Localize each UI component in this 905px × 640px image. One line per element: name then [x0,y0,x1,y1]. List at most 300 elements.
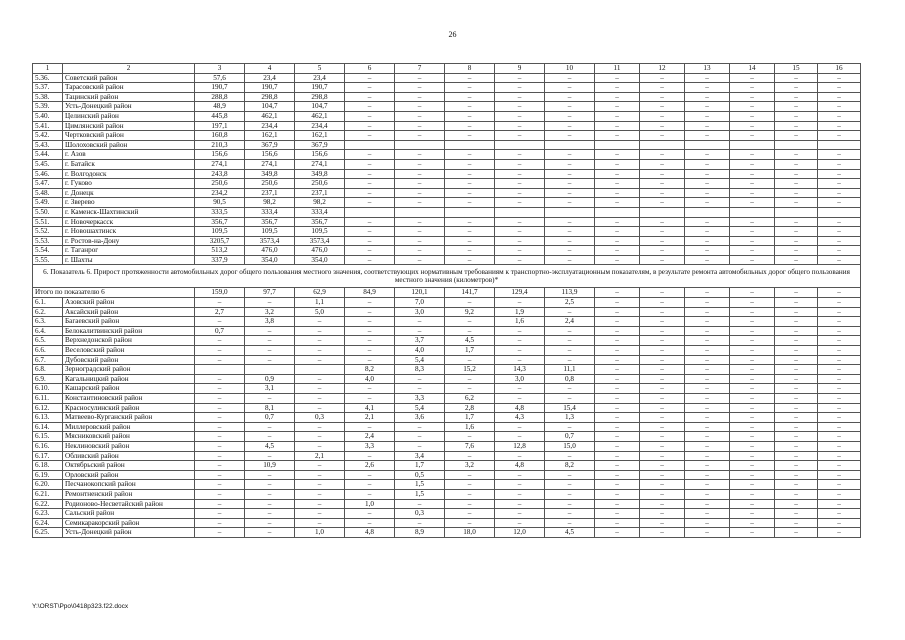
value-cell: – [595,169,640,179]
table-row [33,121,861,131]
value-cell: 237,1 [295,188,345,198]
page-number: 26 [448,30,457,39]
row-name: Чертковский район [63,131,195,141]
value-cell: 156,6 [195,150,245,160]
value-cell: 3,4 [395,451,445,461]
value-cell: – [545,121,595,131]
value-cell: – [445,374,495,384]
value-cell: – [730,307,775,317]
file-path-footer: Y:\ORST\Ppo\0418p323.f22.docx [32,603,129,610]
value-cell: 4,5 [245,441,295,451]
value-cell: – [195,489,245,499]
row-name: Тарасовский район [63,83,195,93]
value-cell: 23,4 [245,73,295,83]
value-cell: 0,5 [395,470,445,480]
value-cell: – [595,121,640,131]
value-cell: – [640,422,685,432]
value-cell: – [818,499,861,509]
value-cell: – [595,111,640,121]
table-row [33,528,861,538]
value-cell: – [495,384,545,394]
value-cell: 250,6 [195,179,245,189]
row-name: Мясниковский район [63,432,195,442]
value-cell: 445,8 [195,111,245,121]
value-cell: – [295,326,345,336]
table-row [33,83,861,93]
value-cell: – [818,422,861,432]
value-cell: – [295,441,345,451]
value-cell: 337,9 [195,255,245,265]
value-cell: – [775,169,818,179]
value-cell: – [730,111,775,121]
value-cell: 0,9 [245,374,295,384]
value-cell: – [595,432,640,442]
row-name: Константиновский район [63,394,195,404]
value-cell: – [730,509,775,519]
value-cell: – [685,121,730,131]
value-cell: 8,2 [545,461,595,471]
value-cell: – [495,326,545,336]
value-cell: – [595,131,640,141]
table-row [33,509,861,519]
value-cell: 356,7 [295,217,345,227]
value-cell: 1,7 [445,346,495,356]
value-cell: – [345,518,395,528]
value-cell: 1,0 [345,499,395,509]
value-cell: – [445,480,495,490]
value-cell: 190,7 [245,83,295,93]
value-cell: – [295,470,345,480]
value-cell: – [345,169,395,179]
row-name: Веселовский район [63,346,195,356]
value-cell: – [545,236,595,246]
row-number: 6.18. [33,461,63,471]
value-cell: – [818,365,861,375]
row-name: Усть-Донецкий район [63,528,195,538]
row-number: 5.44. [33,150,63,160]
value-cell: – [345,131,395,141]
value-cell: – [685,413,730,423]
value-cell: – [730,179,775,189]
table-row [33,169,861,179]
value-cell: – [775,403,818,413]
value-cell: 190,7 [295,83,345,93]
value-cell: 356,7 [245,217,295,227]
row-number: 6.20. [33,480,63,490]
value-cell: – [195,432,245,442]
row-number: 6.8. [33,365,63,375]
value-cell: 1,3 [545,413,595,423]
value-cell: 23,4 [295,73,345,83]
table-row [33,217,861,227]
value-cell: 8,3 [395,365,445,375]
value-cell: – [545,499,595,509]
value-cell: – [640,480,685,490]
value-cell: – [685,346,730,356]
value-cell: – [445,499,495,509]
value-cell: – [295,422,345,432]
value-cell: – [730,255,775,265]
value-cell: – [640,451,685,461]
value-cell: – [395,73,445,83]
value-cell: – [345,92,395,102]
table-row [33,518,861,528]
value-cell: – [495,150,545,160]
value-cell: 354,0 [245,255,295,265]
value-cell: – [195,403,245,413]
value-cell: 104,7 [295,102,345,112]
value-cell: – [818,451,861,461]
row-name: Октябрьский район [63,461,195,471]
value-cell: – [245,298,295,308]
value-cell: – [495,83,545,93]
value-cell: 2,5 [545,298,595,308]
value-cell: – [395,111,445,121]
value-cell: – [775,121,818,131]
value-cell: – [545,188,595,198]
value-cell: – [195,346,245,356]
value-cell: – [818,518,861,528]
total-value-cell: – [818,288,861,298]
table-row [33,150,861,160]
column-number-header: 16 [818,64,861,74]
value-cell: – [295,461,345,471]
value-cell: – [640,150,685,160]
value-cell: – [545,179,595,189]
value-cell: 367,9 [295,140,345,150]
value-cell: 109,5 [245,227,295,237]
row-number: 6.23. [33,509,63,519]
value-cell: – [295,346,345,356]
value-cell: – [195,317,245,327]
value-cell: – [685,179,730,189]
value-cell: – [345,111,395,121]
value-cell: – [730,150,775,160]
value-cell: – [445,317,495,327]
value-cell: – [445,83,495,93]
value-cell: – [395,518,445,528]
value-cell: – [818,298,861,308]
value-cell: – [545,489,595,499]
value-cell: – [595,451,640,461]
row-number: 6.7. [33,355,63,365]
value-cell: – [245,326,295,336]
value-cell [730,207,775,217]
value-cell: – [640,509,685,519]
value-cell: – [685,92,730,102]
value-cell: – [545,470,595,480]
value-cell: – [640,83,685,93]
value-cell: 15,0 [545,441,595,451]
value-cell [395,207,445,217]
value-cell: – [775,236,818,246]
table-row [33,159,861,169]
value-cell: – [818,255,861,265]
value-cell: 15,2 [445,365,495,375]
row-name: г. Новошахтинск [63,227,195,237]
value-cell: – [685,470,730,480]
value-cell: – [545,198,595,208]
value-cell: 162,1 [245,131,295,141]
value-cell: 2,7 [195,307,245,317]
value-cell: – [818,83,861,93]
row-number: 6.6. [33,346,63,356]
value-cell: – [775,432,818,442]
value-cell: – [730,461,775,471]
row-number: 5.54. [33,246,63,256]
value-cell: 1,9 [495,307,545,317]
value-cell: – [395,83,445,93]
value-cell: – [395,198,445,208]
value-cell: – [640,111,685,121]
row-name: Красносулинский район [63,403,195,413]
row-number: 6.22. [33,499,63,509]
table-row [33,326,861,336]
value-cell: – [685,422,730,432]
value-cell: – [818,317,861,327]
value-cell: 274,1 [195,159,245,169]
value-cell: – [818,102,861,112]
value-cell: 237,1 [245,188,295,198]
value-cell: – [545,422,595,432]
value-cell: 3,3 [395,394,445,404]
table-row [33,73,861,83]
value-cell: 4,0 [345,374,395,384]
value-cell: – [245,489,295,499]
value-cell: – [775,298,818,308]
row-name: Шолоховский район [63,140,195,150]
value-cell: 3,2 [445,461,495,471]
value-cell: – [445,432,495,442]
value-cell: 0,3 [395,509,445,519]
value-cell: – [195,384,245,394]
row-number: 5.52. [33,227,63,237]
column-number-header: 9 [495,64,545,74]
value-cell: – [685,159,730,169]
value-cell: – [685,384,730,394]
value-cell: – [395,432,445,442]
value-cell: – [245,451,295,461]
total-value-cell: – [775,288,818,298]
value-cell: – [640,326,685,336]
value-cell: – [295,518,345,528]
value-cell: – [775,489,818,499]
row-name: г. Новочеркасск [63,217,195,227]
row-number: 6.19. [33,470,63,480]
value-cell: – [345,298,395,308]
value-cell: – [730,188,775,198]
column-number-header: 6 [345,64,395,74]
total-label: Итого по показателю 6 [33,288,195,298]
row-name: Усть-Донецкий район [63,102,195,112]
table-row [33,432,861,442]
value-cell: 160,8 [195,131,245,141]
value-cell: 8,2 [345,365,395,375]
value-cell: – [640,432,685,442]
value-cell: – [345,346,395,356]
table-row [33,307,861,317]
value-cell: 10,9 [245,461,295,471]
value-cell: 4,1 [345,403,395,413]
value-cell: 156,6 [245,150,295,160]
value-cell: – [545,518,595,528]
value-cell: 3,0 [395,307,445,317]
value-cell: 476,0 [295,246,345,256]
value-cell: – [345,121,395,131]
value-cell: – [195,470,245,480]
value-cell: – [730,480,775,490]
value-cell: 1,1 [295,298,345,308]
value-cell: – [640,394,685,404]
value-cell: – [730,236,775,246]
value-cell: – [595,441,640,451]
value-cell: – [730,102,775,112]
header-row [33,64,861,74]
row-name: г. Таганрог [63,246,195,256]
table-row [33,489,861,499]
value-cell: – [685,131,730,141]
value-cell: – [495,121,545,131]
value-cell: – [685,246,730,256]
row-number: 6.14. [33,422,63,432]
value-cell: 349,8 [245,169,295,179]
value-cell: – [640,246,685,256]
value-cell: 513,2 [195,246,245,256]
row-name: Азовский район [63,298,195,308]
row-number: 5.49. [33,198,63,208]
value-cell [685,140,730,150]
value-cell: – [195,499,245,509]
total-value-cell: 113,9 [545,288,595,298]
value-cell: – [495,227,545,237]
value-cell: 7,6 [445,441,495,451]
value-cell: – [775,317,818,327]
value-cell: – [495,111,545,121]
value-cell: 104,7 [245,102,295,112]
value-cell: – [195,413,245,423]
value-cell: – [245,480,295,490]
value-cell: – [640,384,685,394]
value-cell: – [640,499,685,509]
value-cell: – [595,326,640,336]
row-number: 6.2. [33,307,63,317]
value-cell: – [730,217,775,227]
value-cell [245,365,295,375]
value-cell: – [595,227,640,237]
value-cell: – [818,470,861,480]
row-number: 6.15. [33,432,63,442]
value-cell: – [345,236,395,246]
value-cell: 2,6 [345,461,395,471]
value-cell: – [730,518,775,528]
value-cell [345,140,395,150]
value-cell: 1,6 [495,317,545,327]
row-name: Дубовский район [63,355,195,365]
value-cell: – [345,489,395,499]
column-number-header: 13 [685,64,730,74]
value-cell [685,207,730,217]
value-cell: – [818,336,861,346]
value-cell: – [640,102,685,112]
value-cell: – [818,246,861,256]
value-cell: – [818,92,861,102]
value-cell: – [595,355,640,365]
value-cell [640,140,685,150]
value-cell: – [545,394,595,404]
value-cell: – [395,227,445,237]
value-cell: – [775,528,818,538]
column-number-header: 11 [595,64,640,74]
value-cell: – [445,150,495,160]
value-cell: – [545,307,595,317]
value-cell: – [730,346,775,356]
value-cell: – [685,255,730,265]
value-cell: 3,7 [395,336,445,346]
value-cell: 298,8 [245,92,295,102]
row-name: г. Донецк [63,188,195,198]
value-cell: – [640,236,685,246]
value-cell: – [818,394,861,404]
value-cell: 4,5 [445,336,495,346]
value-cell: 8,9 [395,528,445,538]
value-cell: – [818,188,861,198]
table-row [33,384,861,394]
section-title: 6. Показатель 6. Прирост протяженности автомобильных дорог общего пользования местного значения, соответствующих нормативным требованиям к транспортно-эксплуатационным показателям, в результате ремонта автомобильных дорог общего пользования местного значения (километров)* [33,265,861,288]
value-cell: – [730,451,775,461]
value-cell [775,207,818,217]
value-cell: – [345,255,395,265]
value-cell: – [445,102,495,112]
row-number: 6.17. [33,451,63,461]
value-cell: – [818,217,861,227]
value-cell: – [495,422,545,432]
row-name: г. Ростов-на-Дону [63,236,195,246]
value-cell [195,365,245,375]
value-cell: – [640,441,685,451]
value-cell: 462,1 [295,111,345,121]
value-cell: – [495,355,545,365]
value-cell: – [775,179,818,189]
value-cell: – [685,480,730,490]
value-cell: – [730,121,775,131]
value-cell: – [195,355,245,365]
value-cell: – [685,307,730,317]
value-cell: – [730,227,775,237]
value-cell: – [730,403,775,413]
value-cell: – [730,365,775,375]
value-cell: – [495,179,545,189]
value-cell [595,140,640,150]
value-cell: – [495,509,545,519]
value-cell: – [445,518,495,528]
value-cell: – [640,317,685,327]
value-cell: – [395,317,445,327]
value-cell: – [685,188,730,198]
table-row [33,346,861,356]
value-cell: 2,4 [545,317,595,327]
value-cell: – [685,73,730,83]
value-cell: – [775,441,818,451]
row-number: 5.55. [33,255,63,265]
value-cell: – [685,374,730,384]
value-cell: – [775,159,818,169]
value-cell: – [545,159,595,169]
value-cell: – [395,246,445,256]
value-cell: – [495,336,545,346]
row-name: Неклиновский район [63,441,195,451]
value-cell: – [685,355,730,365]
value-cell: – [775,413,818,423]
